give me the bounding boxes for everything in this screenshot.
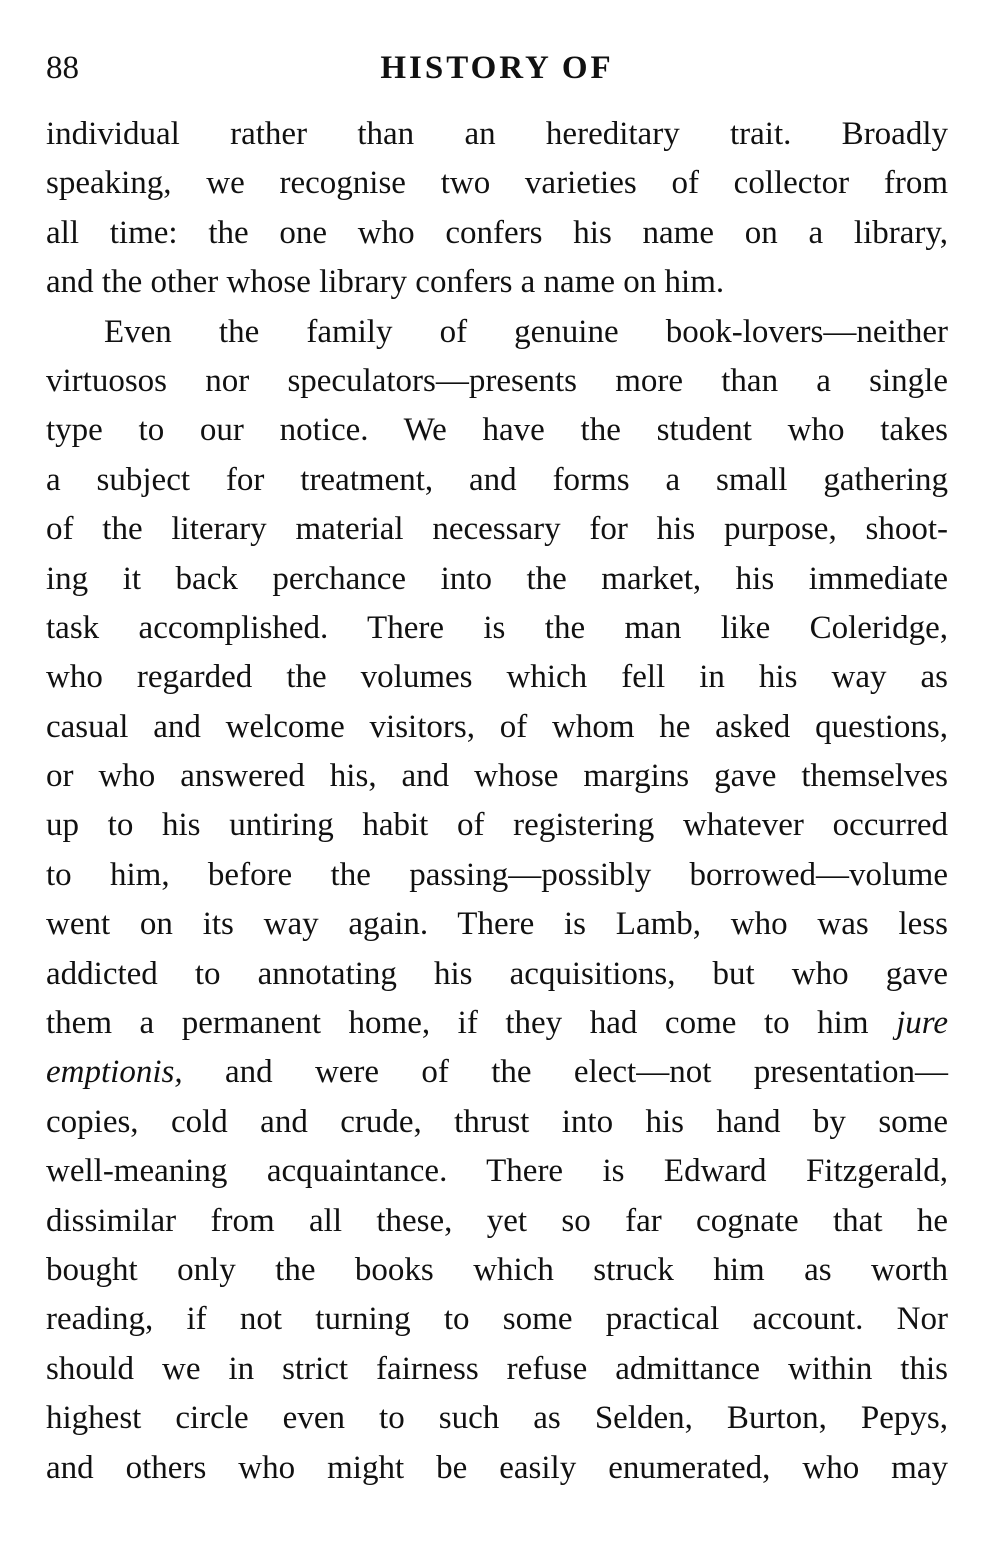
text-line: or who answered his, and whose margins gave themselves (46, 758, 948, 795)
text-line: dissimilar from all these, yet so far cognate that he (46, 1202, 948, 1239)
text-line: Even the family of genuine book-lovers—neither (104, 313, 948, 350)
page-number: 88 (46, 50, 79, 86)
text-line: addicted to annotating his acquisitions, but who gave (46, 955, 948, 992)
text-line: reading, if not turning to some practical account. Nor (46, 1301, 948, 1338)
text-line: all time: the one who confers his name on a library, (46, 214, 948, 251)
text-line: to him, before the passing—possibly borrowed—volume (46, 856, 948, 893)
text-line: well-meaning acquaintance. There is Edward Fitzgerald, (46, 1153, 948, 1190)
text-line: went on its way again. There is Lamb, who was less (46, 906, 948, 943)
text-line: who regarded the volumes which fell in his way as (46, 659, 948, 696)
text-line: casual and welcome visitors, of whom he asked questions, (46, 708, 948, 745)
text-segment: them a permanent home, if they had come to him (46, 1005, 869, 1042)
text-line: should we in strict fairness refuse admittance within this (46, 1350, 948, 1387)
text-line: a subject for treatment, and forms a small gathering (46, 461, 948, 498)
text-line (46, 999, 948, 1048)
text-line (46, 1048, 948, 1097)
text-line: task accomplished. There is the man like Coleridge, (46, 609, 948, 646)
body-text (46, 110, 948, 1493)
italic-text: jure (896, 1005, 949, 1042)
text-line: copies, cold and crude, thrust into his hand by some (46, 1103, 948, 1140)
text-line: and others who might be easily enumerated, who may (46, 1449, 948, 1486)
italic-text: emptionis, (46, 1054, 183, 1091)
text-line: up to his untiring habit of registering whatever occurred (46, 807, 948, 844)
text-line: and the other whose library confers a name on him. (46, 264, 725, 301)
text-line: speaking, we recognise two varieties of collector from (46, 165, 948, 202)
text-line: ing it back perchance into the market, his immediate (46, 560, 948, 597)
text-segment: and were of the elect—not presentation— (224, 1054, 948, 1091)
page-header (46, 44, 948, 92)
text-line: virtuosos nor speculators—presents more than a single (46, 362, 948, 399)
text-line: of the literary material necessary for his purpose, shoot- (46, 511, 948, 548)
text-line: highest circle even to such as Selden, Burton, Pepys, (46, 1400, 948, 1437)
running-head-title: HISTORY OF (380, 50, 614, 86)
text-line: individual rather than an hereditary trait. Broadly (46, 116, 948, 152)
text-line: bought only the books which struck him as worth (46, 1251, 948, 1288)
text-line: type to our notice. We have the student who takes (46, 412, 948, 449)
